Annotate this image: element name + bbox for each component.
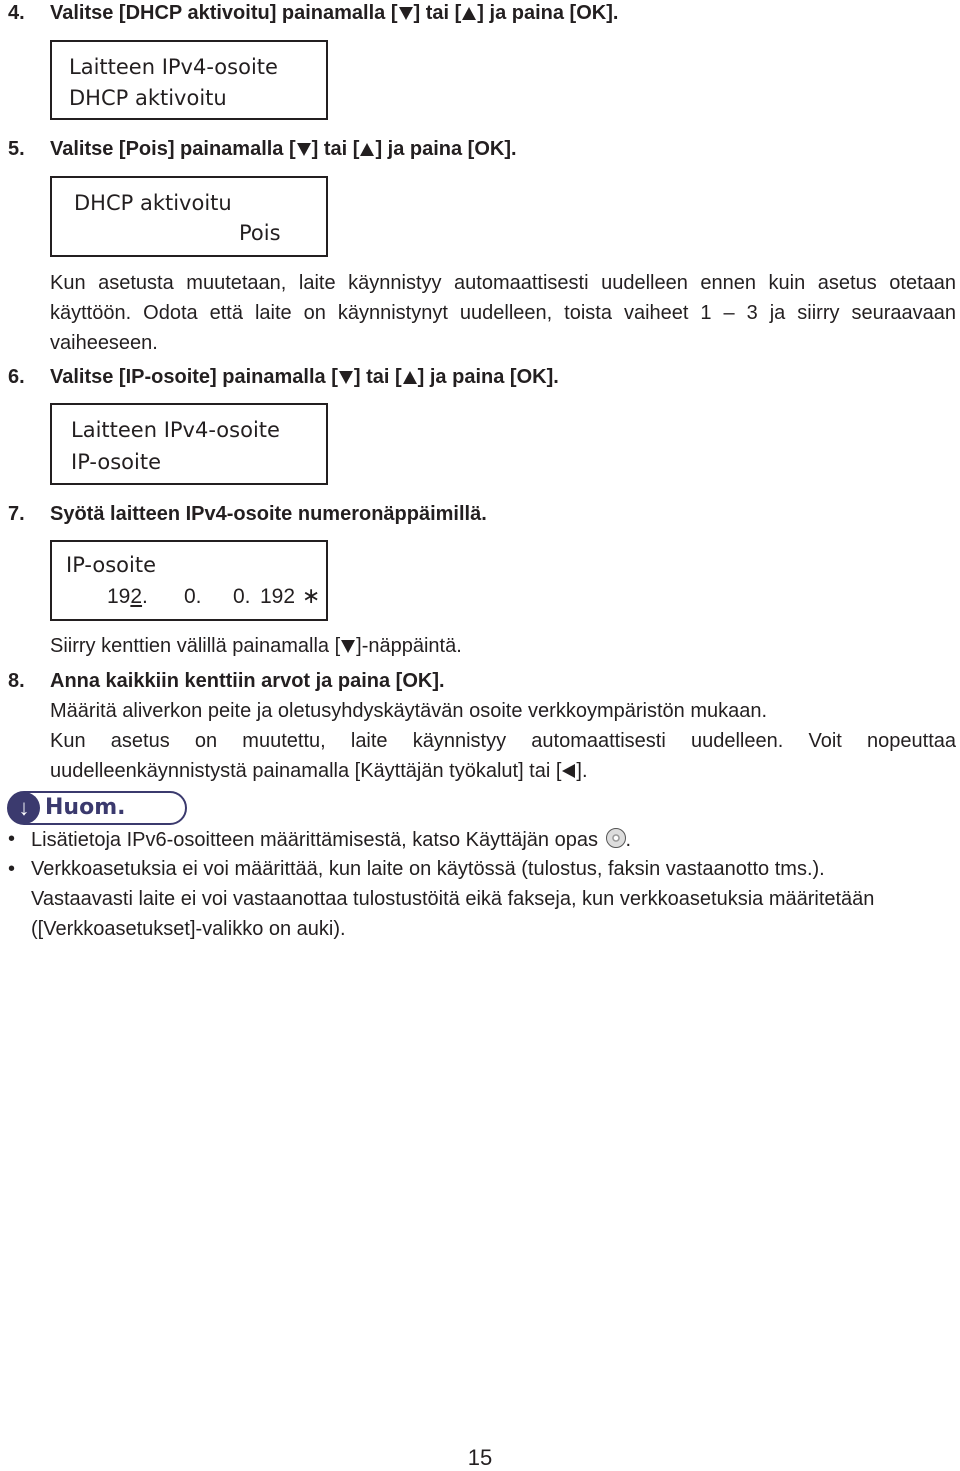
step-instruction: Valitse [DHCP aktivoitu] painamalla [ ] tai [ ] ja paina [OK]. (50, 2, 619, 24)
step-number: 8. (8, 670, 25, 692)
step-number: 4. (8, 2, 25, 24)
ip-octet: 0. (184, 585, 202, 608)
note-label: Huom. (45, 795, 126, 820)
ip-octet: 0. (233, 585, 251, 608)
ip-octet: 192. (107, 585, 148, 608)
paragraph-restart-note: Kun asetusta muutetaan, laite käynnistyy automaattisesti uudelleen ennen kuin asetus otetaan käyttöön. Odota että laite on käynnistynyt uudelleen, toista vaiheet 1 – 3 ja siirry seuraavaan vaiheeseen. (50, 272, 956, 354)
cd-rom-icon (606, 828, 626, 848)
down-triangle-icon (297, 143, 311, 156)
down-triangle-icon (341, 640, 355, 653)
lcd-display (50, 540, 328, 621)
note-item-line: Verkkoasetuksia ei voi määrittää, kun laite on käytössä (tulostus, faksin vastaanotto tms.). (31, 858, 825, 880)
paragraph-reboot-line1: Kun asetus on muutettu, laite käynnistyy automaattisesti uudelleen. Voit nopeuttaa (50, 730, 956, 752)
lcd-display (50, 40, 328, 120)
down-triangle-icon (399, 7, 413, 20)
step-instruction: Syötä laitteen IPv4-osoite numeronäppäimillä. (50, 503, 487, 525)
lcd-display (50, 176, 328, 257)
lcd-line: DHCP aktivoitu (74, 191, 232, 215)
lcd-display (50, 403, 328, 485)
note-item-line: Vastaavasti laite ei voi vastaanottaa tulostustöitä eikä fakseja, kun verkkoasetuksia määritetään (31, 888, 875, 910)
step-instruction: Valitse [Pois] painamalla [ ] tai [ ] ja paina [OK]. (50, 138, 517, 160)
cursor-digit: 2 (130, 585, 143, 608)
bullet-marker: • (8, 828, 16, 850)
down-triangle-icon (339, 371, 353, 384)
paragraph-subnet: Määritä aliverkon peite ja oletusyhdyskäytävän osoite verkkoympäristön mukaan. (50, 700, 768, 722)
up-triangle-icon (403, 371, 417, 384)
lcd-line: IP-osoite (71, 450, 161, 474)
up-triangle-icon (360, 143, 374, 156)
up-triangle-icon (462, 7, 476, 20)
note-badge (7, 791, 187, 825)
page-number: 15 (467, 1445, 493, 1470)
lcd-line: Laitteen IPv4-osoite (69, 55, 278, 79)
paragraph-move-fields: Siirry kenttien välillä painamalla [ ]-näppäintä. (50, 635, 462, 657)
note-arrow-icon: ↓ (8, 792, 40, 824)
ip-octet: 192 (260, 585, 296, 608)
step-number: 6. (8, 366, 25, 388)
lcd-line: DHCP aktivoitu (69, 86, 227, 110)
step-instruction: Valitse [IP-osoite] painamalla [ ] tai [ ] ja paina [OK]. (50, 366, 559, 388)
asterisk-marker: ∗ (302, 584, 321, 609)
step-instruction: Anna kaikkiin kenttiin arvot ja paina [OK]. (50, 670, 445, 692)
lcd-line: Laitteen IPv4-osoite (71, 418, 280, 442)
paragraph-reboot-line2: uudelleenkäynnistystä painamalla [Käyttäjän työkalut] tai [ ]. (50, 760, 588, 782)
step-number: 5. (8, 138, 25, 160)
bullet-marker: • (8, 858, 16, 880)
note-item: Lisätietoja IPv6-osoitteen määrittämisestä, katso Käyttäjän opas . (31, 829, 632, 851)
lcd-line: IP-osoite (66, 553, 156, 577)
note-item-line: ([Verkkoasetukset]-valikko on auki). (31, 918, 346, 940)
left-triangle-icon (562, 764, 575, 778)
step-number: 7. (8, 503, 25, 525)
lcd-line: Pois (239, 221, 281, 245)
